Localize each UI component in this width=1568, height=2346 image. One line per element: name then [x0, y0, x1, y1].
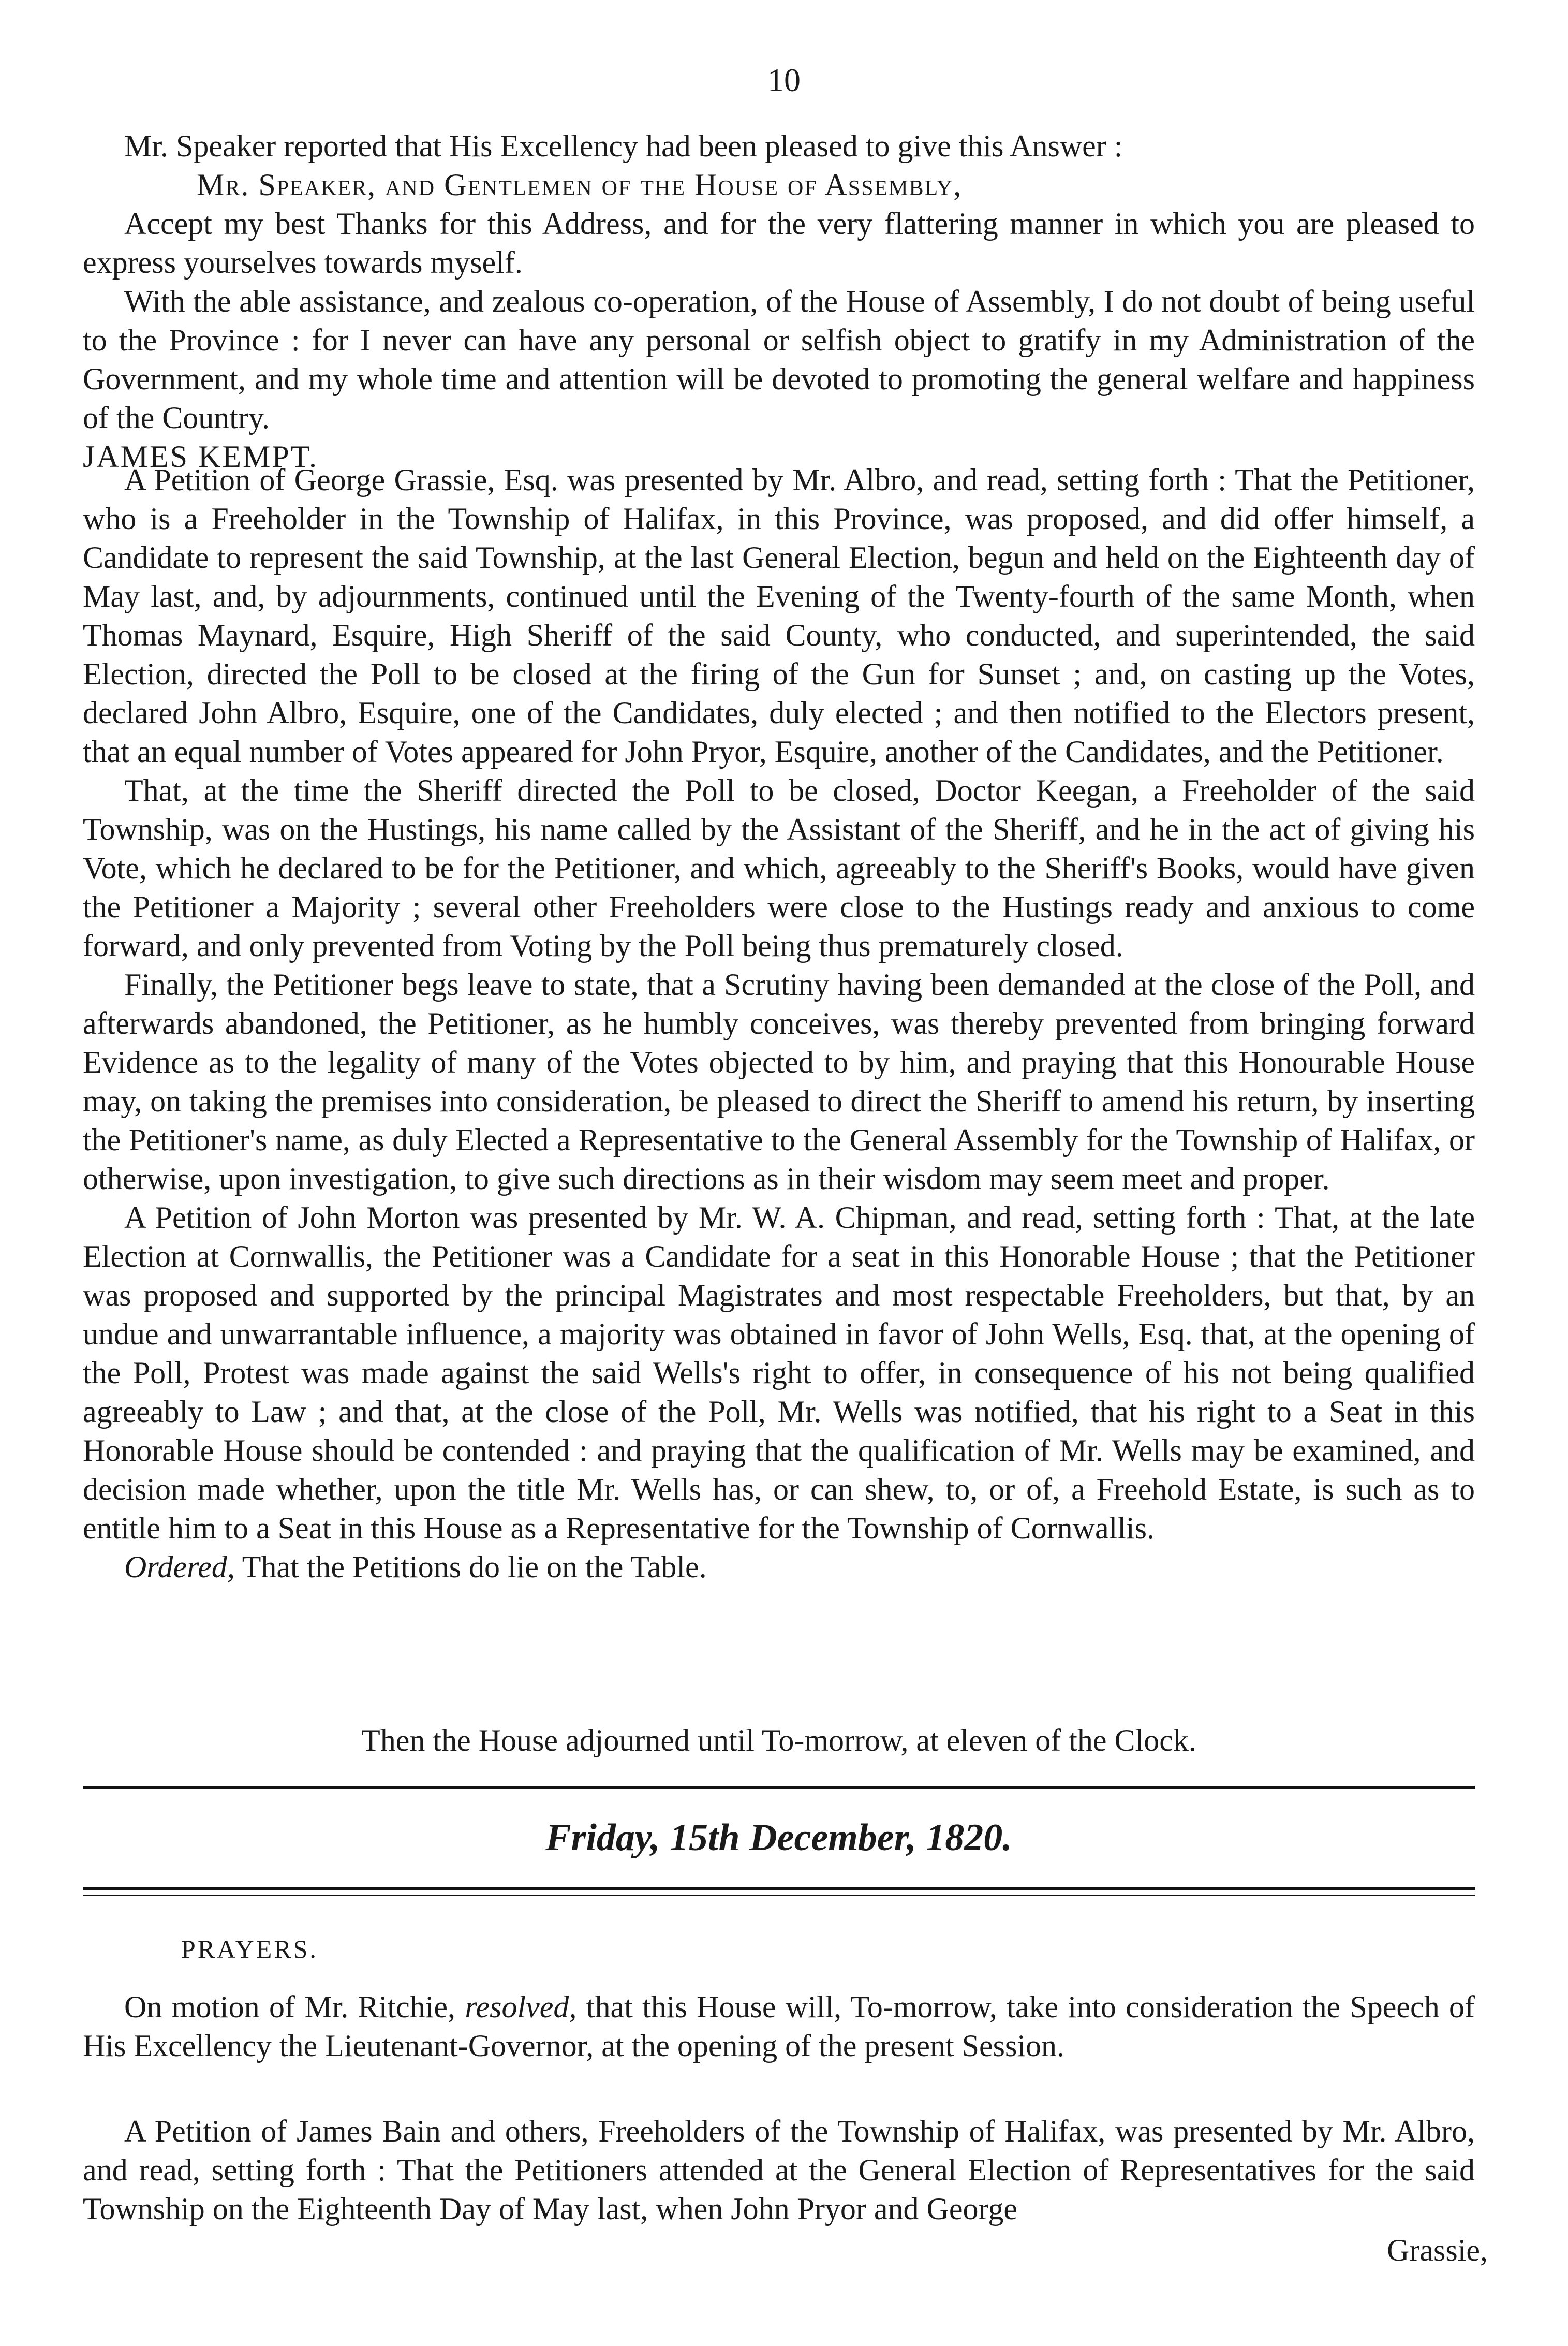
petition-bain-section — [83, 2112, 1475, 2228]
bottom-rule — [83, 1887, 1475, 1890]
motion-section — [83, 1988, 1475, 2065]
ordered-line — [83, 1548, 1475, 1587]
date-heading: Friday, 15th December, 1820. — [545, 1816, 1012, 1859]
bottom-rule-thin — [83, 1895, 1475, 1896]
speaker-report-line: Mr. Speaker reported that His Excellency had been pleased to give this Answer : — [124, 129, 1123, 163]
petition-grassie-section — [83, 461, 1475, 1587]
catchword: Grassie, — [1387, 2233, 1488, 2267]
top-rule — [83, 1786, 1475, 1789]
signature-james-kempt: JAMES KEMPT. — [83, 439, 318, 474]
page-number: 10 — [767, 62, 801, 98]
answer-paragraph-2: With the able assistance, and zealous co-operation, of the House of Assembly, I do not doubt of being useful to the Province : for I never can have any personal or selfish object to gratify in my Administration of the Government, and my whole time and attention will be devoted to promoting the general welfare and happiness of the Country. — [83, 284, 1475, 435]
petition-bain-paragraph: A Petition of James Bain and others, Freeholders of the Township of Halifax, was presented by Mr. Albro, and read, setting forth : That the Petitioners attended at the General Election of Representatives for the said Township on the Eighteenth Day of May last, when John Pryor and George — [83, 2114, 1475, 2226]
motion-resolved: resolved, — [465, 1990, 577, 2024]
ordered-label: Ordered, — [124, 1550, 235, 1584]
petition-morton-paragraph: A Petition of John Morton was presented by Mr. W. A. Chipman, and read, setting forth : That, at the late Election at Cornwallis, the Petitioner was a Candidate for a seat in this Honorable House ; that the Petitioner was proposed and supported by the principal Magistrates and most respectable Freeholders, but that, by an undue and unwarrantable influence, a majority was obtained in favor of John Wells, Esq. that, at the opening of the Poll, Protest was made against the said Wells's right to offer, in consequence of his not being qualified agreeably to Law ; and that, at the close of the Poll, Mr. Wells was notified, that his right to a Seat in this Honorable House should be contended : and praying that the qualification of Mr. Wells may be examined, and decision made whether, upon the title Mr. Wells has, or can shew, to, or of, a Freehold Estate, is such as to entitle him to a Seat in this House as a Representative for the Township of Cornwallis. — [83, 1200, 1475, 1545]
adjourned-line: Then the House adjourned until To-morrow, at eleven of the Clock. — [361, 1723, 1196, 1757]
ordered-text: That the Petitions do lie on the Table. — [242, 1550, 707, 1584]
petition-grassie-paragraph-3: Finally, the Petitioner begs leave to state, that a Scrutiny having been demanded at the close of the Poll, and afterwards abandoned, the Petitioner, as he humbly conceives, was thereby prevented from bringing forward Evidence as to the legality of many of the Votes objected to by him, and praying that this Honourable House may, on taking the premises into consideration, be pleased to direct the Sheriff to amend his return, by inserting the Petitioner's name, as duly Elected a Representative to the General Assembly for the Township of Halifax, or otherwise, upon investigation, to give such directions as in their wisdom may seem meet and proper. — [83, 967, 1475, 1196]
prayers-heading: PRAYERS. — [181, 1934, 318, 1963]
speaker-answer-section — [83, 127, 1475, 476]
petition-grassie-paragraph: A Petition of George Grassie, Esq. was presented by Mr. Albro, and read, setting forth : That the Petitioner, who is a Freeholder in the Township of Halifax, in this Province, was proposed, and did offer himself, a Candidate to represent the said Township, at the last General Election, begun and held on the Eighteenth day of May last, and, by adjournments, continued until the Evening of the Twenty-fourth of the same Month, when Thomas Maynard, Esquire, High Sheriff of the said County, who conducted, and superintended, the said Election, directed the Poll to be closed at the firing of the Gun for Sunset ; and, on casting up the Votes, declared John Albro, Esquire, one of the Candidates, duly elected ; and then notified to the Electors present, that an equal number of Votes appeared for John Pryor, Esquire, another of the Candidates, and the Petitioner. — [83, 463, 1475, 769]
salutation-line: Mr. Speaker, and Gentlemen of the House of Assembly, — [197, 168, 963, 202]
motion-post: that this House will, To-morrow, take into consideration the Speech of His Excellency the Lieutenant-Governor, at the opening of the present Session. — [83, 1990, 1475, 2063]
answer-paragraph-1: Accept my best Thanks for this Address, and for the very flattering manner in which you are pleased to express yourselves towards myself. — [83, 207, 1475, 280]
motion-pre: On motion of Mr. Ritchie, — [124, 1990, 456, 2024]
petition-grassie-paragraph-2: That, at the time the Sheriff directed the Poll to be closed, Doctor Keegan, a Freeholder of the said Township, was on the Hustings, his name called by the Assistant of the Sheriff, and he in the act of giving his Vote, which he declared to be for the Petitioner, and which, agreeably to the Sheriff's Books, would have given the Petitioner a Majority ; several other Freeholders were close to the Hustings ready and anxious to come forward, and only prevented from Voting by the Poll being thus prematurely closed. — [83, 773, 1475, 963]
motion-paragraph — [83, 1988, 1475, 2065]
